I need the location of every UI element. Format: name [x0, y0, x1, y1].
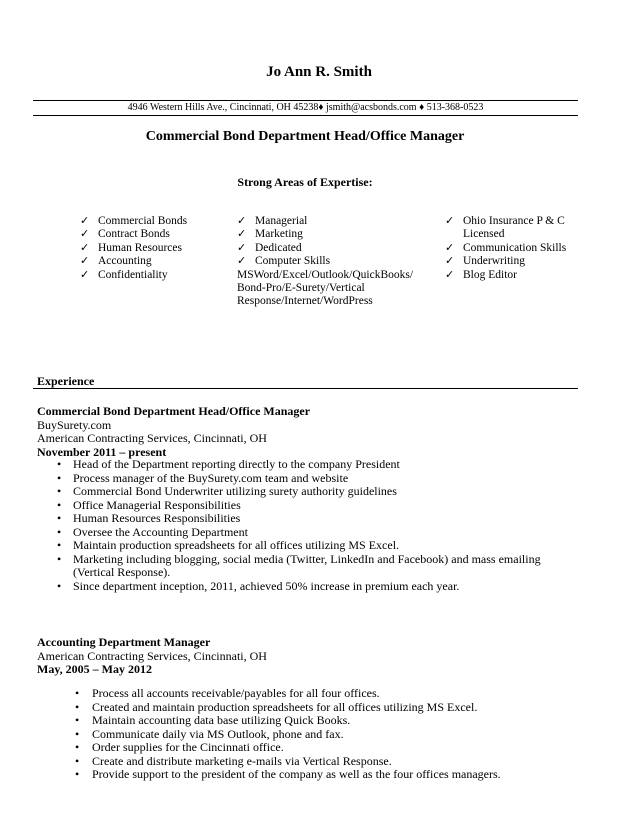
bullet-icon: •	[57, 457, 62, 471]
skills-column-3	[445, 215, 585, 282]
bullet-item: • Human Resources Responsibilities	[57, 511, 241, 525]
bullet-item: • Create and distribute marketing e-mails via Vertical Response.	[75, 753, 392, 768]
bullet-icon: •	[57, 497, 62, 512]
checkmark-icon: ✓	[445, 255, 455, 268]
skill-item: ✓ Underwriting	[445, 255, 525, 268]
skill-item: ✓ Computer Skills	[237, 255, 331, 268]
resume-headline: Commercial Bond Department Head/Office Manager	[145, 129, 465, 144]
bullet-item: • Head of the Department reporting directly to the company President	[57, 457, 400, 471]
job-title: Accounting Department Manager	[37, 635, 211, 649]
job-bullets	[37, 687, 577, 782]
bullet-icon: •	[57, 538, 62, 552]
experience-rule	[33, 388, 578, 389]
skill-item: ✓ Managerial	[237, 215, 308, 227]
checkmark-icon: ✓	[445, 241, 455, 254]
header-rule-top	[33, 100, 578, 101]
skill-item: ✓ Contract Bonds	[80, 228, 170, 241]
skill-item: ✓ Blog Editor	[445, 268, 517, 281]
skill-item: ✓ Commercial Bonds	[80, 215, 188, 227]
checkmark-icon: ✓	[237, 228, 247, 241]
bullet-item: • Oversee the Accounting Department	[57, 524, 248, 539]
job-entry-2	[37, 635, 577, 781]
bullet-item: • Created and maintain production spreadsheets for all offices utilizing MS Excel.	[75, 699, 478, 714]
experience-heading: Experience	[37, 374, 95, 388]
expertise-title: Strong Areas of Expertise:	[237, 175, 373, 189]
job-dates: May, 2005 – May 2012	[37, 662, 152, 676]
bullet-icon: •	[57, 511, 62, 525]
bullet-item: • Provide support to the president of the company as well as the four offices managers.	[75, 767, 501, 781]
checkmark-icon: ✓	[237, 241, 247, 254]
bullet-icon: •	[75, 767, 80, 781]
skill-item: ✓ Communication Skills	[445, 241, 567, 254]
software-skills: MSWord/Excel/Outlook/QuickBooks/ Bond-Pro/E-Surety/Vertical Response/Internet/WordPress	[237, 268, 414, 308]
job-entry-1	[37, 404, 577, 593]
skills-column-2	[237, 215, 437, 309]
job-bullets	[37, 458, 577, 593]
checkmark-icon: ✓	[80, 268, 90, 281]
checkmark-icon: ✓	[80, 215, 90, 227]
bullet-item: • Maintain accounting data base utilizing Quick Books.	[75, 713, 351, 727]
checkmark-icon: ✓	[237, 255, 247, 268]
bullet-icon: •	[57, 551, 62, 566]
contact-line: 4946 Western Hills Ave., Cincinnati, OH 45238♦ jsmith@acsbonds.com ♦ 513-368-0523	[127, 102, 484, 113]
bullet-icon: •	[75, 686, 80, 700]
bullet-icon: •	[57, 484, 62, 498]
skill-item: ✓ Ohio Insurance P & C Licensed	[445, 215, 565, 241]
bullet-item: • Process manager of the BuySurety.com team and website	[57, 470, 349, 485]
header-rule-bottom	[33, 115, 578, 116]
bullet-item: • Office Managerial Responsibilities	[57, 497, 241, 512]
bullet-item: • Order supplies for the Cincinnati office.	[75, 740, 284, 754]
checkmark-icon: ✓	[80, 255, 90, 268]
job-dates: November 2011 – present	[37, 444, 167, 459]
bullet-item: • Marketing including blogging, social media (Twitter, LinkedIn and Facebook) and mass emailing (Vertical Response).	[57, 551, 541, 579]
bullet-item: • Commercial Bond Underwriter utilizing surety authority guidelines	[57, 484, 397, 498]
checkmark-icon: ✓	[80, 241, 90, 254]
checkmark-icon: ✓	[445, 268, 455, 281]
skill-item: ✓ Dedicated	[237, 241, 302, 254]
checkmark-icon: ✓	[445, 215, 455, 227]
bullet-item: • Process all accounts receivable/payables for all four offices.	[75, 686, 380, 700]
bullet-item: • Since department inception, 2011, achieved 50% increase in premium each year.	[57, 578, 460, 593]
skill-item: ✓ Accounting	[80, 255, 152, 268]
bullet-item: • Communicate daily via MS Outlook, phone and fax.	[75, 726, 344, 741]
skills-column-1	[80, 215, 230, 282]
bullet-icon: •	[75, 740, 80, 754]
bullet-icon: •	[57, 524, 62, 539]
checkmark-icon: ✓	[80, 228, 90, 241]
job-title: Commercial Bond Department Head/Office Manager	[37, 404, 311, 418]
job-company: BuySurety.com	[37, 417, 112, 432]
bullet-item: • Maintain production spreadsheets for all offices utilizing MS Excel.	[57, 538, 400, 552]
skill-item: ✓ Marketing	[237, 228, 303, 241]
bullet-icon: •	[75, 753, 80, 768]
candidate-name: Jo Ann R. Smith	[266, 64, 372, 80]
bullet-icon: •	[75, 713, 80, 727]
bullet-icon: •	[75, 726, 80, 741]
bullet-icon: •	[75, 699, 80, 714]
job-employer: American Contracting Services, Cincinnati, OH	[37, 431, 267, 445]
skill-item: ✓ Confidentiality	[80, 268, 168, 281]
bullet-icon: •	[57, 578, 62, 593]
job-employer: American Contracting Services, Cincinnati, OH	[37, 648, 267, 663]
skill-item: ✓ Human Resources	[80, 241, 182, 254]
bullet-icon: •	[57, 470, 62, 485]
checkmark-icon: ✓	[237, 215, 247, 227]
